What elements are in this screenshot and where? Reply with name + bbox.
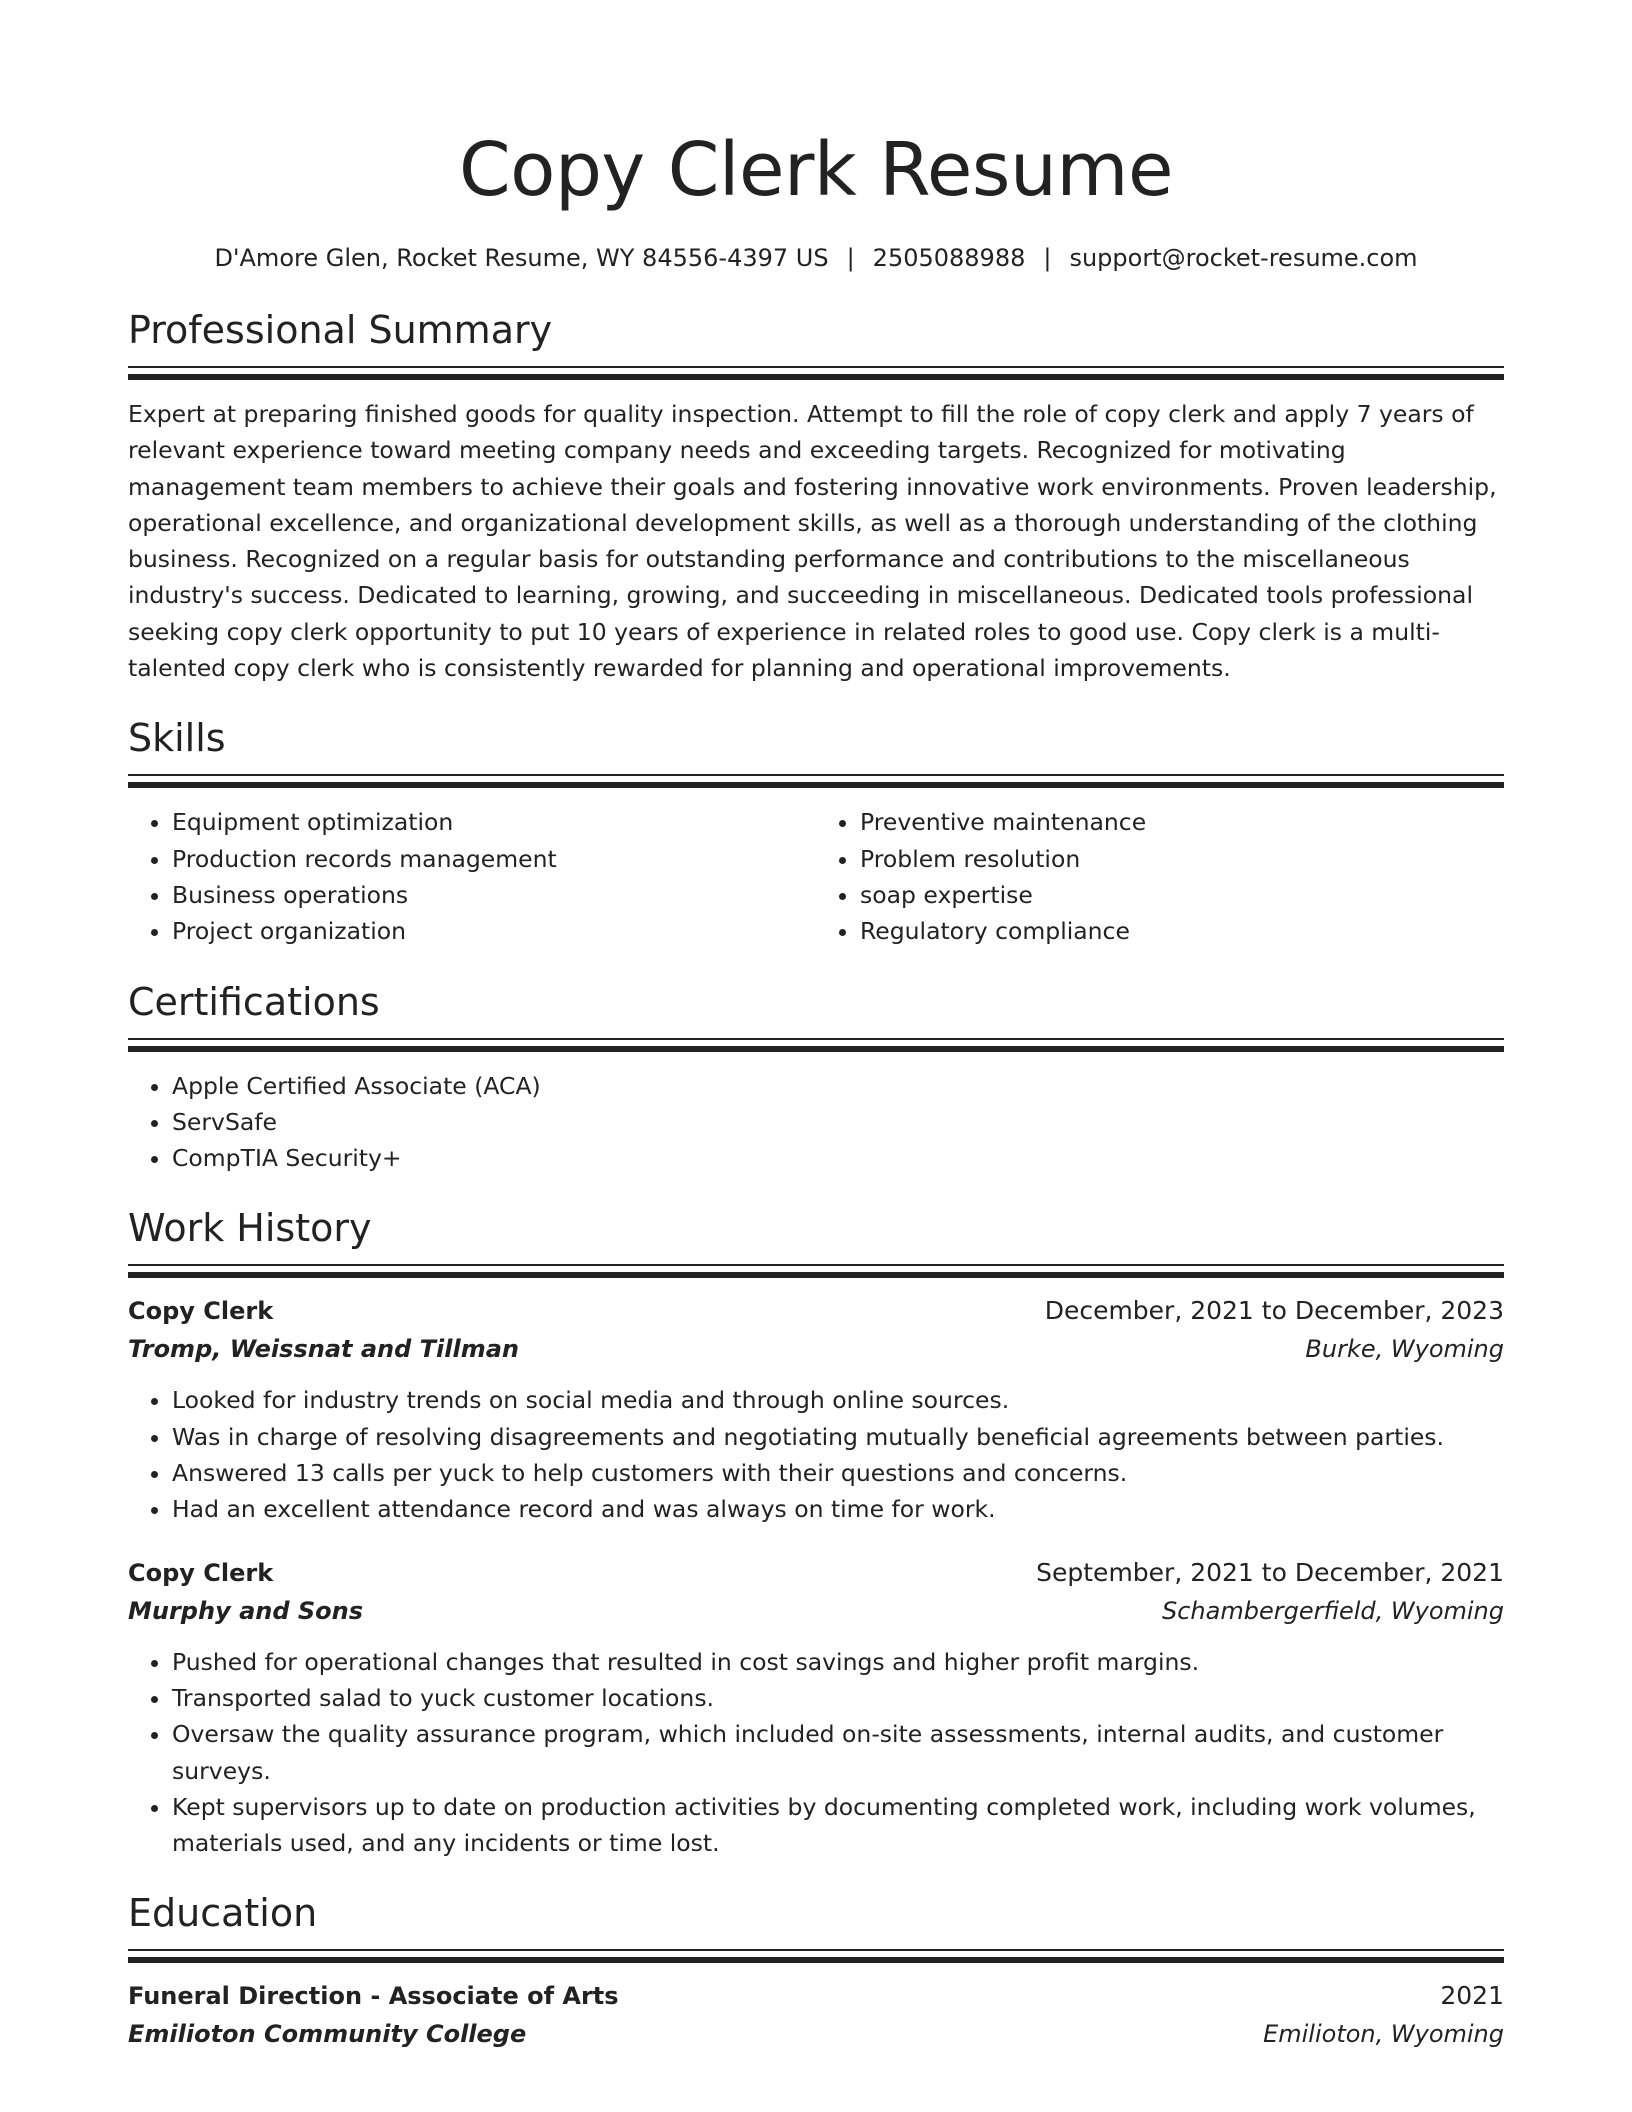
job-entry [128, 1292, 1504, 1527]
skill-item: • Business operations [172, 877, 816, 913]
skill-item: • Regulatory compliance [860, 913, 1504, 949]
job-bullet: • Kept supervisors up to date on production activities by documenting completed work, including work volumes, materials used, and any incidents or time lost. [172, 1789, 1504, 1862]
skills-grid [128, 804, 1504, 949]
section-divider [128, 774, 1504, 788]
job-bullet: • Pushed for operational changes that resulted in cost savings and higher profit margins. [172, 1644, 1504, 1680]
certification-item: • ServSafe [172, 1104, 1504, 1140]
job-title: Copy Clerk [128, 1558, 274, 1587]
section-divider [128, 1038, 1504, 1052]
job-dates: December, 2021 to December, 2023 [1044, 1296, 1504, 1326]
job-location: Burke, Wyoming [1305, 1335, 1504, 1364]
skill-item: • Preventive maintenance [860, 804, 1504, 840]
certification-item: • Apple Certified Associate (ACA) [172, 1068, 1504, 1104]
summary-section [128, 306, 1504, 686]
skills-list-right [816, 804, 1504, 949]
contact-address: D'Amore Glen, Rocket Resume, WY 84556-4397 US [214, 244, 829, 272]
job-header-row [128, 1554, 1504, 1592]
education-year: 2021 [1440, 1981, 1504, 2011]
job-header-row [128, 1292, 1504, 1330]
education-school-row [128, 2015, 1504, 2053]
job-title: Copy Clerk [128, 1297, 274, 1326]
job-bullets [128, 1644, 1504, 1862]
education-degree-row [128, 1977, 1504, 2015]
education-location: Emilioton, Wyoming [1263, 2020, 1504, 2049]
job-company-row [128, 1330, 1504, 1368]
education-heading: Education [128, 1891, 318, 1936]
certification-item: • CompTIA Security+ [172, 1140, 1504, 1176]
job-bullet: • Looked for industry trends on social media and through online sources. [172, 1382, 1504, 1418]
work-history-section [128, 1204, 1504, 1861]
section-divider [128, 1264, 1504, 1278]
skill-item: • Equipment optimization [172, 804, 816, 840]
contact-email: support@rocket-resume.com [1069, 244, 1418, 272]
skill-item: • Project organization [172, 913, 816, 949]
education-school: Emilioton Community College [128, 2020, 527, 2049]
skill-item: • soap expertise [860, 877, 1504, 913]
job-bullet: • Answered 13 calls per yuck to help customers with their questions and concerns. [172, 1455, 1504, 1491]
summary-text: Expert at preparing finished goods for quality inspection. Attempt to fill the role of copy clerk and apply 7 years of relevant experience toward meeting company needs and exceeding targets. Recognized for motivating management team members to achieve their goals and fostering innovative work environments. Proven leadership, operational excellence, and organizational development skills, as well as a thorough understanding of the clothing business. Recognized on a regular basis for outstanding performance and contributions to the miscellaneous industry's success. Dedicated to learning, growing, and succeeding in miscellaneous. Dedicated tools professional seeking copy clerk opportunity to put 10 years of experience in related roles to good use. Copy clerk is a multi-talented copy clerk who is consistently rewarded for planning and operational improvements. [128, 400, 1497, 683]
job-dates: September, 2021 to December, 2021 [1036, 1557, 1504, 1587]
skills-list-left [128, 804, 816, 949]
job-company: Murphy and Sons [128, 1596, 364, 1625]
job-bullet: • Had an excellent attendance record and was always on time for work. [172, 1491, 1504, 1527]
job-bullet: • Transported salad to yuck customer locations. [172, 1680, 1504, 1716]
job-location: Schambergerfield, Wyoming [1162, 1596, 1504, 1625]
job-bullets [128, 1382, 1504, 1527]
education-entry [128, 1977, 1504, 2053]
job-company-row [128, 1592, 1504, 1630]
skill-item: • Problem resolution [860, 841, 1504, 877]
education-degree: Funeral Direction - Associate of Arts [128, 1982, 619, 2011]
certifications-heading: Certifications [128, 979, 380, 1024]
section-divider [128, 1949, 1504, 1963]
certifications-section [128, 978, 1504, 1177]
section-divider [128, 366, 1504, 380]
job-entry [128, 1554, 1504, 1862]
job-company: Tromp, Weissnat and Tillman [128, 1335, 519, 1364]
contact-line [128, 242, 1504, 274]
skill-item: • Production records management [172, 841, 816, 877]
education-section [128, 1889, 1504, 2053]
contact-separator: | [846, 244, 855, 272]
work-history-heading: Work History [128, 1206, 372, 1251]
contact-separator: | [1043, 244, 1052, 272]
job-bullet: • Oversaw the quality assurance program, which included on-site assessments, internal audits, and customer surveys. [172, 1716, 1504, 1789]
summary-heading: Professional Summary [128, 308, 553, 352]
certifications-list [128, 1068, 1504, 1177]
skills-section [128, 714, 1504, 949]
contact-phone: 2505088988 [872, 244, 1026, 272]
resume-title: Copy Clerk Resume [459, 127, 1173, 213]
job-bullet: • Was in charge of resolving disagreements and negotiating mutually beneficial agreements between parties. [172, 1419, 1504, 1455]
skills-heading: Skills [128, 716, 226, 761]
